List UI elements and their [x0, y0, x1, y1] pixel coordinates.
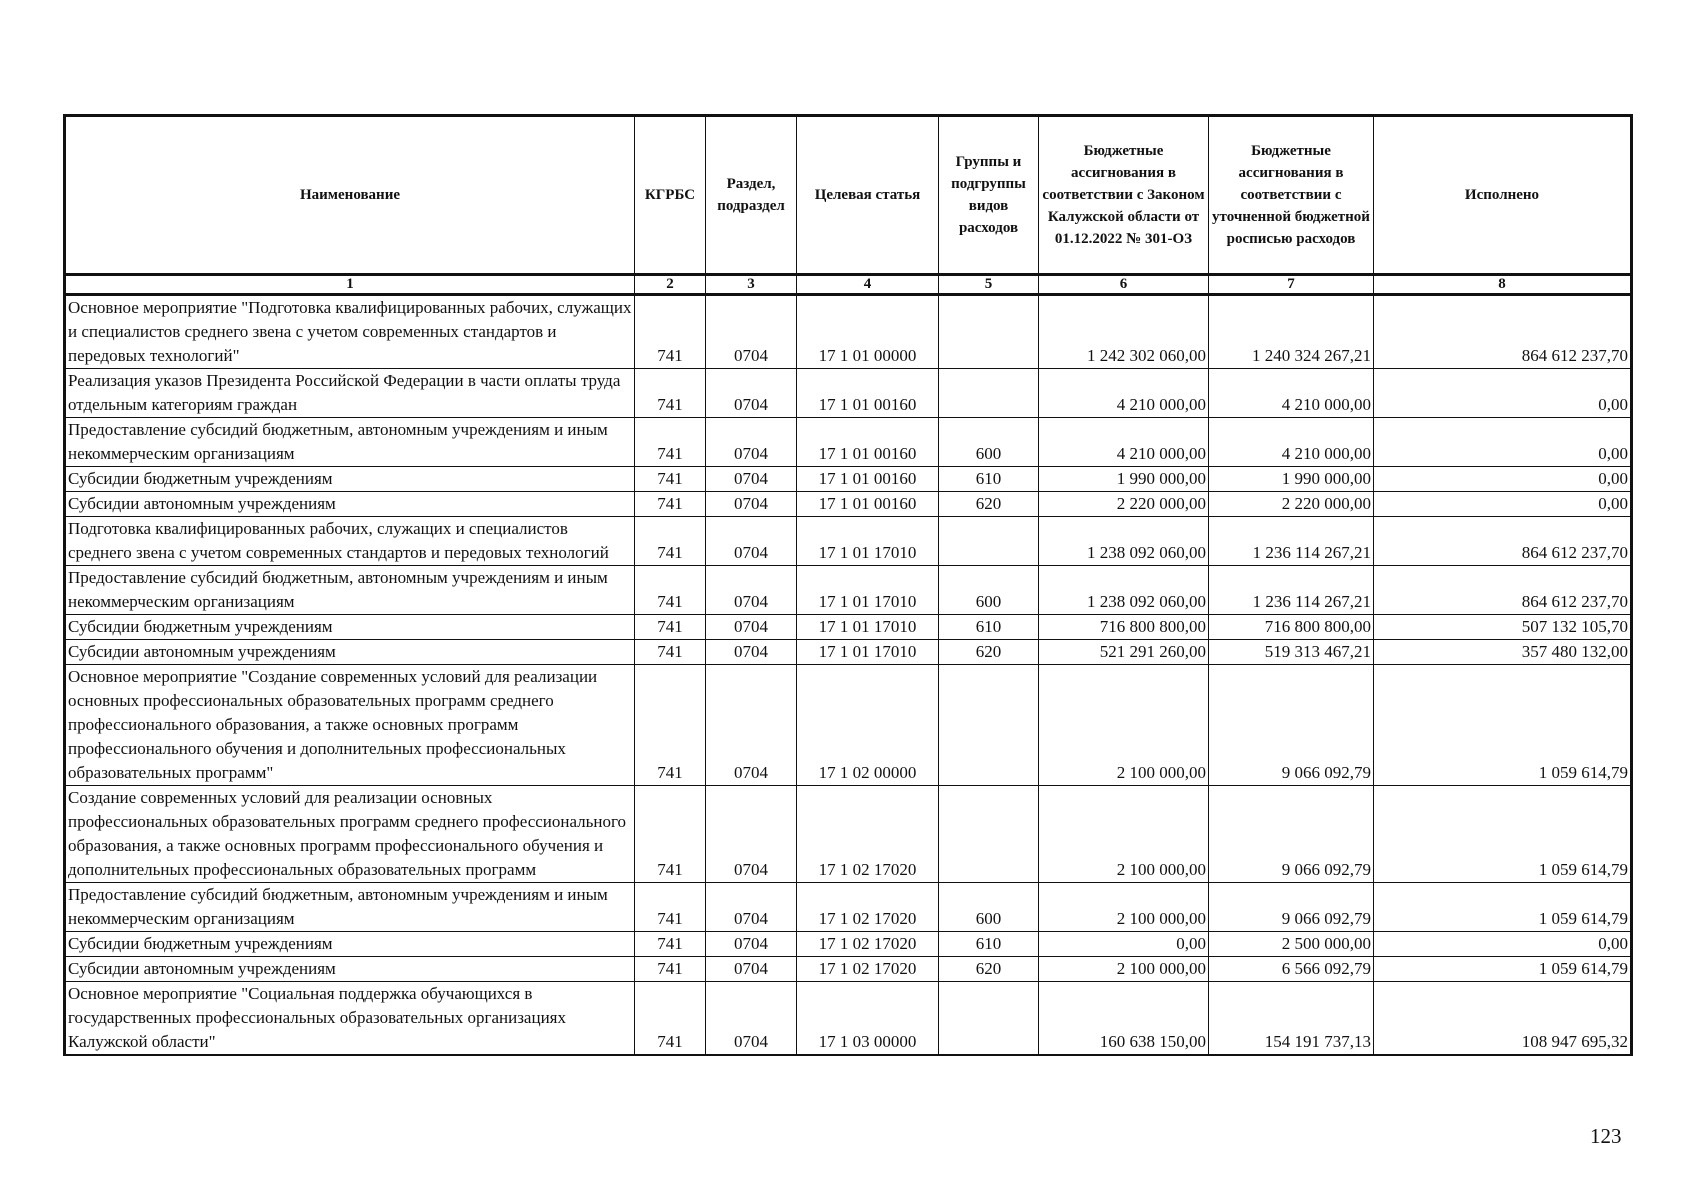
- row-section: 0704: [706, 369, 797, 418]
- table-row: [65, 566, 1632, 615]
- row-executed: 864 612 237,70: [1374, 295, 1632, 369]
- row-kgrbs: 741: [635, 982, 706, 1056]
- page-number: 123: [1590, 1124, 1622, 1148]
- row-section: 0704: [706, 566, 797, 615]
- row-kgrbs: 741: [635, 932, 706, 957]
- table-row: [65, 665, 1632, 786]
- row-name: Субсидии бюджетным учреждениям: [65, 615, 635, 640]
- table-row: [65, 883, 1632, 932]
- row-refined-allocation: 4 210 000,00: [1209, 369, 1374, 418]
- table-row: [65, 492, 1632, 517]
- row-section: 0704: [706, 467, 797, 492]
- row-law-allocation: 0,00: [1039, 932, 1209, 957]
- row-kgrbs: 741: [635, 492, 706, 517]
- row-name: Основное мероприятие "Создание современных условий для реализации основных профессиональных образовательных программ среднего профессионального образования, а также основных программ профессионального обучения и дополнительных профессиональных образовательных программ": [65, 665, 635, 786]
- row-executed: 1 059 614,79: [1374, 957, 1632, 982]
- row-refined-allocation: 4 210 000,00: [1209, 418, 1374, 467]
- row-name: Субсидии автономным учреждениям: [65, 957, 635, 982]
- row-kgrbs: 741: [635, 883, 706, 932]
- row-target-article: 17 1 01 00160: [797, 369, 939, 418]
- column-number: 3: [706, 275, 797, 295]
- row-expense-group: 600: [939, 883, 1039, 932]
- row-target-article: 17 1 01 17010: [797, 640, 939, 665]
- row-section: 0704: [706, 615, 797, 640]
- row-section: 0704: [706, 786, 797, 883]
- row-name: Реализация указов Президента Российской Федерации в части оплаты труда отдельным категориям граждан: [65, 369, 635, 418]
- row-refined-allocation: 1 236 114 267,21: [1209, 566, 1374, 615]
- row-executed: 0,00: [1374, 492, 1632, 517]
- header-law-allocations: Бюджетные ассигнования в соответствии с Законом Калужской области от 01.12.2022 № 301-ОЗ: [1039, 116, 1209, 275]
- row-name: Предоставление субсидий бюджетным, автономным учреждениям и иным некоммерческим организациям: [65, 566, 635, 615]
- row-target-article: 17 1 01 17010: [797, 615, 939, 640]
- row-section: 0704: [706, 295, 797, 369]
- row-refined-allocation: 9 066 092,79: [1209, 786, 1374, 883]
- row-law-allocation: 4 210 000,00: [1039, 418, 1209, 467]
- table-row: [65, 615, 1632, 640]
- row-refined-allocation: 1 240 324 267,21: [1209, 295, 1374, 369]
- row-law-allocation: 2 220 000,00: [1039, 492, 1209, 517]
- row-target-article: 17 1 01 17010: [797, 517, 939, 566]
- row-name: Создание современных условий для реализации основных профессиональных образовательных программ среднего профессионального образования, а также основных программ профессионального обучения и дополнительных профессиональных образовательных программ: [65, 786, 635, 883]
- column-number: 5: [939, 275, 1039, 295]
- column-number: 8: [1374, 275, 1632, 295]
- table-row: [65, 369, 1632, 418]
- row-kgrbs: 741: [635, 665, 706, 786]
- column-number: 4: [797, 275, 939, 295]
- header-row: [65, 116, 1632, 275]
- row-refined-allocation: 1 236 114 267,21: [1209, 517, 1374, 566]
- row-executed: 357 480 132,00: [1374, 640, 1632, 665]
- row-target-article: 17 1 01 00160: [797, 418, 939, 467]
- row-name: Предоставление субсидий бюджетным, автономным учреждениям и иным некоммерческим организациям: [65, 883, 635, 932]
- row-expense-group: [939, 369, 1039, 418]
- row-kgrbs: 741: [635, 369, 706, 418]
- row-executed: 0,00: [1374, 369, 1632, 418]
- row-kgrbs: 741: [635, 957, 706, 982]
- header-section: Раздел, подраздел: [706, 116, 797, 275]
- row-section: 0704: [706, 492, 797, 517]
- row-expense-group: 620: [939, 492, 1039, 517]
- row-law-allocation: 1 238 092 060,00: [1039, 517, 1209, 566]
- column-number: 2: [635, 275, 706, 295]
- row-target-article: 17 1 02 17020: [797, 932, 939, 957]
- row-target-article: 17 1 02 00000: [797, 665, 939, 786]
- row-kgrbs: 741: [635, 615, 706, 640]
- row-executed: 864 612 237,70: [1374, 566, 1632, 615]
- row-expense-group: 610: [939, 615, 1039, 640]
- header-target-article: Целевая статья: [797, 116, 939, 275]
- row-expense-group: [939, 665, 1039, 786]
- row-expense-group: 610: [939, 467, 1039, 492]
- row-name: Основное мероприятие "Подготовка квалифицированных рабочих, служащих и специалистов среднего звена с учетом современных стандартов и передовых технологий": [65, 295, 635, 369]
- row-target-article: 17 1 01 00160: [797, 492, 939, 517]
- table-row: [65, 517, 1632, 566]
- row-expense-group: 620: [939, 640, 1039, 665]
- column-number-row: [65, 275, 1632, 295]
- row-refined-allocation: 1 990 000,00: [1209, 467, 1374, 492]
- row-law-allocation: 2 100 000,00: [1039, 786, 1209, 883]
- row-law-allocation: 716 800 800,00: [1039, 615, 1209, 640]
- header-kgrbs: КГРБС: [635, 116, 706, 275]
- row-target-article: 17 1 02 17020: [797, 883, 939, 932]
- row-section: 0704: [706, 640, 797, 665]
- header-expense-groups: Группы и подгруппы видов расходов: [939, 116, 1039, 275]
- row-section: 0704: [706, 418, 797, 467]
- row-refined-allocation: 6 566 092,79: [1209, 957, 1374, 982]
- table-row: [65, 957, 1632, 982]
- row-law-allocation: 2 100 000,00: [1039, 883, 1209, 932]
- row-law-allocation: 4 210 000,00: [1039, 369, 1209, 418]
- row-kgrbs: 741: [635, 467, 706, 492]
- table-row: [65, 982, 1632, 1056]
- row-executed: 1 059 614,79: [1374, 665, 1632, 786]
- row-refined-allocation: 9 066 092,79: [1209, 883, 1374, 932]
- row-executed: 0,00: [1374, 418, 1632, 467]
- row-expense-group: [939, 295, 1039, 369]
- row-section: 0704: [706, 982, 797, 1056]
- row-kgrbs: 741: [635, 786, 706, 883]
- table-row: [65, 786, 1632, 883]
- header-name: Наименование: [65, 116, 635, 275]
- row-executed: 1 059 614,79: [1374, 883, 1632, 932]
- row-expense-group: 600: [939, 566, 1039, 615]
- column-number: 1: [65, 275, 635, 295]
- row-law-allocation: 1 242 302 060,00: [1039, 295, 1209, 369]
- header-executed: Исполнено: [1374, 116, 1632, 275]
- header-refined-allocations: Бюджетные ассигнования в соответствии с уточненной бюджетной росписью расходов: [1209, 116, 1374, 275]
- row-target-article: 17 1 02 17020: [797, 957, 939, 982]
- row-law-allocation: 2 100 000,00: [1039, 957, 1209, 982]
- row-refined-allocation: 9 066 092,79: [1209, 665, 1374, 786]
- row-executed: 0,00: [1374, 932, 1632, 957]
- row-name: Основное мероприятие "Социальная поддержка обучающихся в государственных профессиональных образовательных организациях Калужской области": [65, 982, 635, 1056]
- row-name: Субсидии бюджетным учреждениям: [65, 467, 635, 492]
- row-target-article: 17 1 01 17010: [797, 566, 939, 615]
- row-executed: 108 947 695,32: [1374, 982, 1632, 1056]
- row-expense-group: [939, 982, 1039, 1056]
- row-name: Подготовка квалифицированных рабочих, служащих и специалистов среднего звена с учетом современных стандартов и передовых технологий: [65, 517, 635, 566]
- row-expense-group: 610: [939, 932, 1039, 957]
- row-refined-allocation: 2 500 000,00: [1209, 932, 1374, 957]
- row-expense-group: [939, 786, 1039, 883]
- column-number: 6: [1039, 275, 1209, 295]
- row-section: 0704: [706, 883, 797, 932]
- row-refined-allocation: 154 191 737,13: [1209, 982, 1374, 1056]
- row-kgrbs: 741: [635, 418, 706, 467]
- row-target-article: 17 1 03 00000: [797, 982, 939, 1056]
- row-target-article: 17 1 02 17020: [797, 786, 939, 883]
- table-row: [65, 467, 1632, 492]
- table-row: [65, 932, 1632, 957]
- row-law-allocation: 1 238 092 060,00: [1039, 566, 1209, 615]
- row-executed: 864 612 237,70: [1374, 517, 1632, 566]
- row-law-allocation: 2 100 000,00: [1039, 665, 1209, 786]
- row-target-article: 17 1 01 00000: [797, 295, 939, 369]
- row-name: Субсидии бюджетным учреждениям: [65, 932, 635, 957]
- row-section: 0704: [706, 932, 797, 957]
- row-refined-allocation: 716 800 800,00: [1209, 615, 1374, 640]
- table-row: [65, 640, 1632, 665]
- row-refined-allocation: 2 220 000,00: [1209, 492, 1374, 517]
- table-row: [65, 295, 1632, 369]
- row-section: 0704: [706, 957, 797, 982]
- row-kgrbs: 741: [635, 566, 706, 615]
- row-target-article: 17 1 01 00160: [797, 467, 939, 492]
- row-name: Субсидии автономным учреждениям: [65, 640, 635, 665]
- row-section: 0704: [706, 665, 797, 786]
- column-number: 7: [1209, 275, 1374, 295]
- row-executed: 0,00: [1374, 467, 1632, 492]
- row-kgrbs: 741: [635, 517, 706, 566]
- row-name: Субсидии автономным учреждениям: [65, 492, 635, 517]
- row-section: 0704: [706, 517, 797, 566]
- table-body: [65, 295, 1632, 1056]
- budget-table: [63, 114, 1633, 1056]
- row-expense-group: [939, 517, 1039, 566]
- row-kgrbs: 741: [635, 640, 706, 665]
- row-kgrbs: 741: [635, 295, 706, 369]
- row-refined-allocation: 519 313 467,21: [1209, 640, 1374, 665]
- row-expense-group: 620: [939, 957, 1039, 982]
- row-law-allocation: 160 638 150,00: [1039, 982, 1209, 1056]
- row-name: Предоставление субсидий бюджетным, автономным учреждениям и иным некоммерческим организациям: [65, 418, 635, 467]
- row-law-allocation: 1 990 000,00: [1039, 467, 1209, 492]
- row-law-allocation: 521 291 260,00: [1039, 640, 1209, 665]
- row-executed: 507 132 105,70: [1374, 615, 1632, 640]
- row-expense-group: 600: [939, 418, 1039, 467]
- table-row: [65, 418, 1632, 467]
- row-executed: 1 059 614,79: [1374, 786, 1632, 883]
